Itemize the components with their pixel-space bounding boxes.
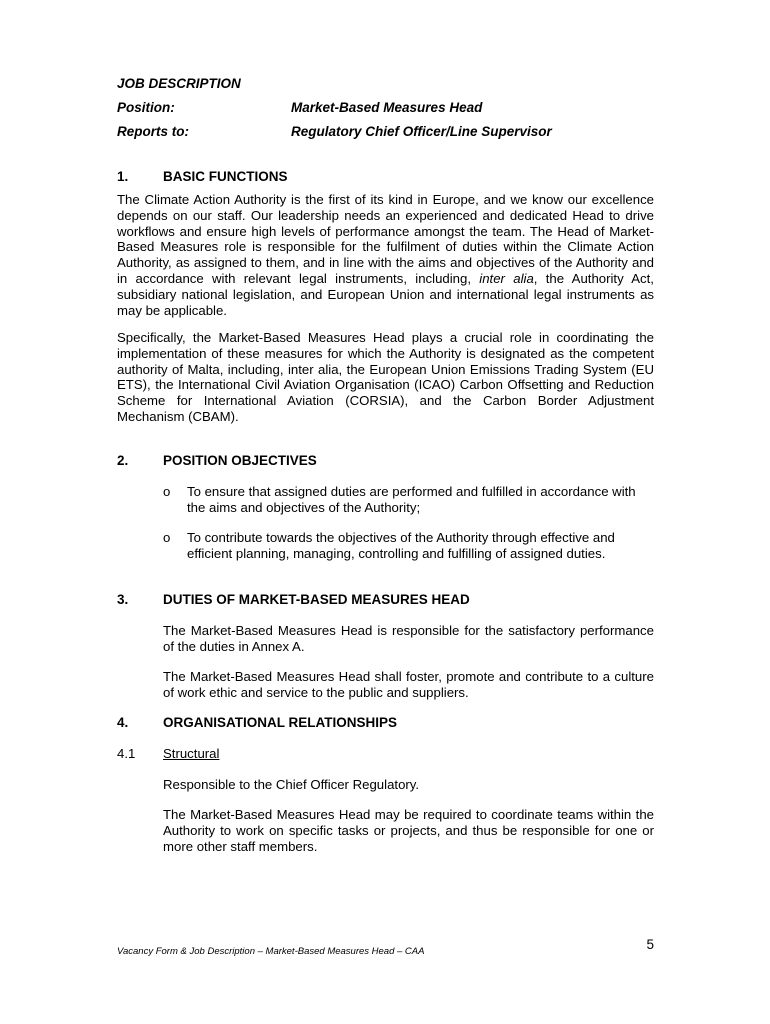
paragraph-text: The Climate Action Authority is the first of its kind in Europe, and we know our excellence depends on our staff. Our leadership needs an experienced and dedicated Head to drive workflows and ensure high levels of performance amongst the team. The Head of Market-Based Measures role is responsible for the fulfilment of duties within the Climate Action Authority, as assigned to them, and in line with the aims and objectives of the Authority and in accordance with relevant legal instruments, including, bbox=[117, 192, 654, 286]
page-number: 5 bbox=[646, 937, 654, 952]
section-4-title: ORGANISATIONAL RELATIONSHIPS bbox=[163, 715, 398, 730]
bullet-text: To ensure that assigned duties are performed and fulfilled in accordance with the aims and objectives of the Authority; bbox=[187, 484, 636, 515]
section-1-title: BASIC FUNCTIONS bbox=[163, 169, 288, 184]
objective-bullet-2 bbox=[163, 530, 654, 562]
position-label: Position: bbox=[117, 100, 175, 115]
section-2-heading bbox=[117, 453, 317, 469]
italic-term: inter alia bbox=[479, 270, 534, 286]
duties-paragraph-1: The Market-Based Measures Head is responsible for the satisfactory performance of the duties in Annex A. bbox=[163, 623, 654, 654]
section-4-number: 4. bbox=[117, 715, 129, 730]
position-value: Market-Based Measures Head bbox=[291, 100, 483, 115]
section-1-number: 1. bbox=[117, 169, 129, 184]
subsection-4-1-number: 4.1 bbox=[117, 746, 136, 761]
structural-paragraph-1: Responsible to the Chief Officer Regulatory. bbox=[163, 777, 420, 792]
basic-functions-paragraph-2: Specifically, the Market-Based Measures Head plays a crucial role in coordinating the implementation of these measures for which the Authority is designated as the competent authority of Malta, including, inter alia, the European Union Emissions Trading System (EU ETS), the International Civil Aviation Organisation (ICAO) Carbon Offsetting and Reduction Scheme for International Aviation (CORSIA), and the Carbon Border Adjustment Mechanism (CBAM). bbox=[117, 330, 654, 424]
structural-paragraph-2: The Market-Based Measures Head may be required to coordinate teams within the Authority to work on specific tasks or projects, and thus be responsible for one or more other staff members. bbox=[163, 807, 654, 854]
document-type-heading: JOB DESCRIPTION bbox=[117, 76, 241, 91]
basic-functions-paragraph-1 bbox=[117, 192, 654, 318]
bullet-text: To contribute towards the objectives of the Authority through effective and efficient planning, managing, controlling and fulfilling of assigned duties. bbox=[187, 530, 615, 561]
objective-bullet-1 bbox=[163, 484, 654, 516]
reports-to-value: Regulatory Chief Officer/Line Supervisor bbox=[291, 124, 552, 139]
section-3-title: DUTIES OF MARKET-BASED MEASURES HEAD bbox=[163, 592, 470, 607]
duties-paragraph-2: The Market-Based Measures Head shall foster, promote and contribute to a culture of work ethic and service to the public and suppliers. bbox=[163, 669, 654, 700]
bullet-circle-icon: o bbox=[163, 530, 171, 545]
bullet-circle-icon: o bbox=[163, 484, 171, 499]
section-2-number: 2. bbox=[117, 453, 129, 468]
subsection-4-1-title: Structural bbox=[163, 746, 220, 761]
section-4-heading bbox=[117, 715, 397, 731]
section-3-heading bbox=[117, 592, 470, 608]
paragraph-text: , the Authority Act, subsidiary national legislation, and European Union and international legal instruments as may be applicable. bbox=[117, 270, 654, 318]
page-footer: Vacancy Form & Job Description – Market-Based Measures Head – CAA bbox=[117, 946, 425, 957]
section-3-number: 3. bbox=[117, 592, 129, 607]
section-1-heading bbox=[117, 169, 288, 185]
reports-to-label: Reports to: bbox=[117, 124, 189, 139]
section-2-title: POSITION OBJECTIVES bbox=[163, 453, 317, 468]
